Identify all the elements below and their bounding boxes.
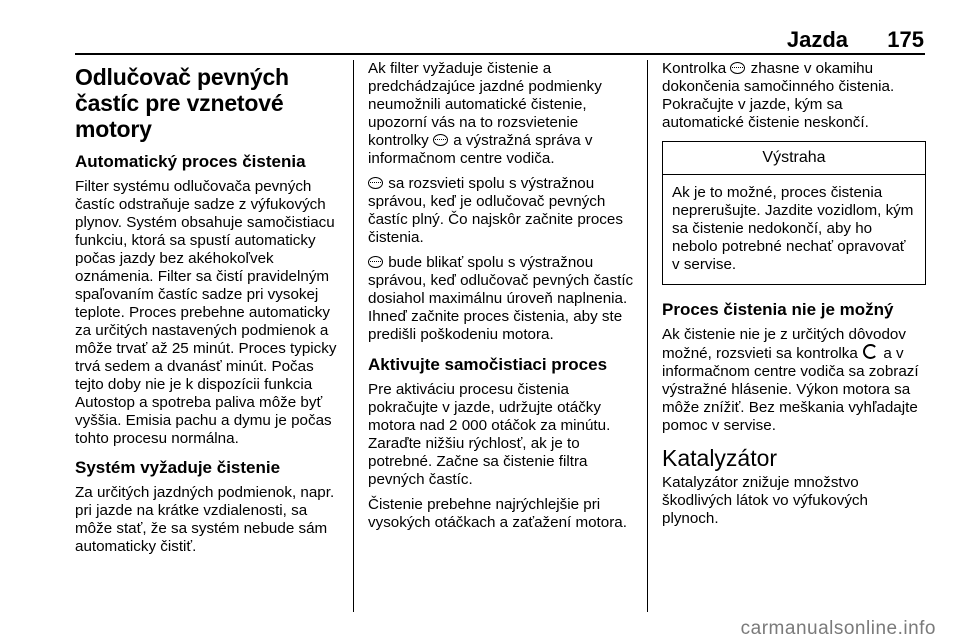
subsection-title: Systém vyžaduje čistenie: [75, 458, 281, 477]
paragraph: Filter systému odlučovača pevných častíc odstraňuje sadze z výfukových plynov. Systém obsahuje samočistiacu funkciu, ktorá sa spustí automaticky počas jazdy bez akéhokoľvek oznámenia. Filter sa čistí pravidelným spaľovaním častíc sadze pri vysokej teplote. Proces prebehne automaticky za určitých nastavených podmienok a môže trvať až 25 minút. Proces typicky trvá sedem a dvanásť minút. Počas tejto doby nie je k dispozícii funkcia Autostop a spotreba paliva môže byť vyššia. Emisia pachu a dymu je počas tohto procesu normálna.: [75, 178, 337, 447]
particle-filter-icon: [730, 62, 745, 74]
page-number: 175: [887, 27, 924, 52]
paragraph: Čistenie prebehne najrýchlejšie pri vysokých otáčkach a zaťažení motora.: [368, 496, 627, 531]
paragraph: [368, 175, 636, 247]
particle-filter-icon: [433, 134, 448, 146]
paragraph: [662, 326, 926, 435]
warning-title: Výstraha: [663, 142, 925, 175]
subsection-title: Proces čistenia nie je možný: [662, 300, 894, 319]
column-2: [368, 60, 636, 539]
header-rule: [75, 53, 925, 55]
subsection-title: Aktivujte samočistiaci proces: [368, 355, 608, 374]
warning-box: [662, 141, 926, 285]
header-title: Jazda: [786, 27, 848, 52]
section-title: Odlučovač pevných častíc pre vznetové motory: [75, 64, 289, 142]
text: Ak čistenie nie je z určitých dôvodov možné, rozsvieti sa kontrolka: [662, 326, 906, 362]
watermark: carmanualsonline.info: [740, 618, 936, 639]
particle-filter-icon: [368, 177, 383, 189]
paragraph: [368, 254, 636, 344]
text: sa rozsvieti spolu s výstražnou správou, keď je odlučovač pevných častíc plný. Čo najskôr začnite proces čistenia.: [368, 175, 623, 246]
warning-text: Ak je to možné, proces čistenia neprerušujte. Jazdite vozidlom, kým sa čistenie nedokončí, aby ho nebolo potrebné nechať opravovať v servise.: [672, 184, 914, 273]
particle-filter-icon: [368, 256, 383, 268]
paragraph: Katalyzátor znižuje množstvo škodlivých látok vo výfukových plynoch.: [662, 474, 868, 527]
text: a výstražná správa v informačnom centre vodiča.: [368, 132, 593, 167]
column-divider: [353, 60, 354, 612]
section-title: Katalyzátor: [662, 445, 778, 471]
column-1: [75, 60, 343, 563]
text: Kontrolka: [662, 60, 727, 77]
text: a v informačnom centre vodiča sa zobrazí výstražné hlásenie. Výkon motora sa môže znížiť. Bez meškania vyhľadajte pomoc v servise.: [662, 345, 919, 434]
subsection-title: Automatický proces čistenia: [75, 152, 306, 171]
text: bude blikať spolu s výstražnou správou, keď odlučovač pevných častíc dosiahol maximálnu úroveň naplnenia. Ihneď začnite proces čistenia, aby ste predišli poškodeniu motora.: [368, 254, 634, 343]
column-3: [662, 60, 926, 535]
text: Ak filter vyžaduje čistenie a predchádzajúce jazdné podmienky neumožnili automatické čistenie, upozorní vás na to rozsvietenie kontrolky: [368, 60, 602, 149]
paragraph: Pre aktiváciu procesu čistenia pokračujte v jazde, udržujte otáčky motora nad 2 000 otáčok za minútu. Zaraďte nižšiu rýchlosť, ak je to potrebné. Začne sa čistenie filtra pevných častíc.: [368, 381, 611, 488]
text: zhasne v okamihu dokončenia samočinného čistenia. Pokračujte v jazde, kým sa automatické čistenie neskončí.: [662, 60, 895, 131]
engine-warning-icon: [863, 344, 878, 359]
column-divider: [647, 60, 648, 612]
page-header: [0, 0, 960, 60]
paragraph: Za určitých jazdných podmienok, napr. pri jazde na krátke vzdialenosti, sa môže stať, že sa systém nebude sám automaticky čistiť.: [75, 484, 335, 555]
paragraph: [662, 60, 926, 132]
paragraph: [368, 60, 636, 168]
